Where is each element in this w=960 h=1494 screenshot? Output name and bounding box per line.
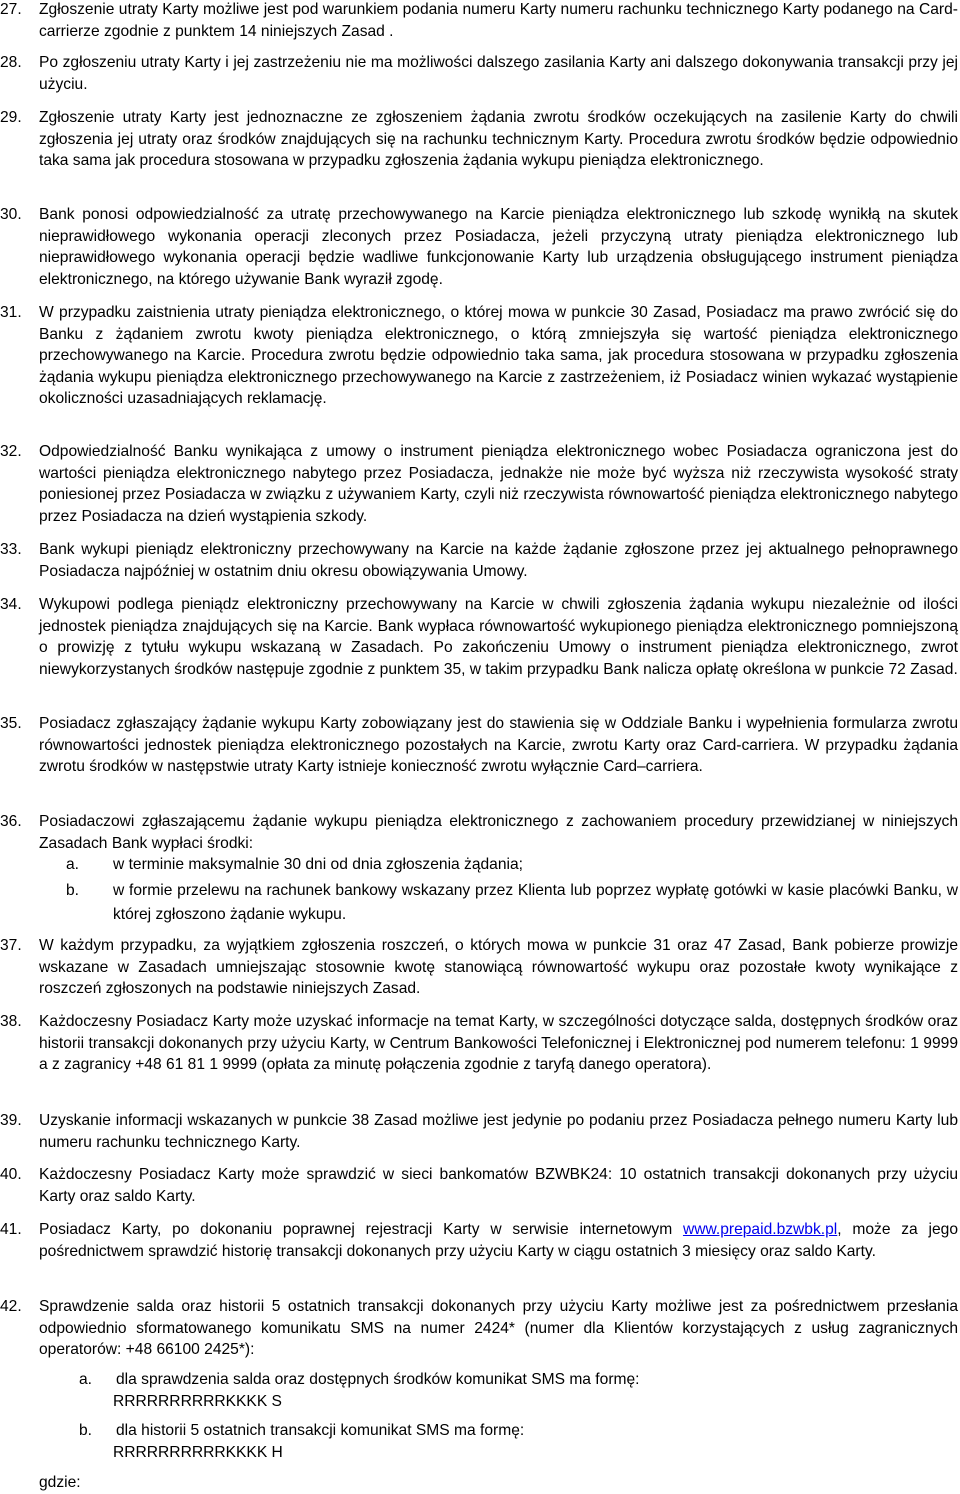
paragraph-35 <box>0 713 958 778</box>
item-letter: b. <box>79 1422 93 1439</box>
paragraph-text: Zgłoszenie utraty Karty możliwe jest pod warunkiem podania numeru Karty numeru rachunku technicznego Karty podanego na Card-carrierze zgodnie z punktem 14 niniejszych Zasad . <box>39 1 958 40</box>
paragraph-36 <box>0 811 958 854</box>
sms-format: RRRRRRRRRRKKKK H <box>113 1443 283 1461</box>
paragraph-number: 29. <box>0 109 22 126</box>
paragraph-28 <box>0 52 958 95</box>
paragraph-39 <box>0 1110 958 1153</box>
sms-format: RRRRRRRRRRKKKK S <box>113 1392 282 1410</box>
paragraph-number: 30. <box>0 206 22 223</box>
paragraph-number: 37. <box>0 937 22 954</box>
paragraph-30 <box>0 204 958 290</box>
paragraph-37 <box>0 935 958 1000</box>
paragraph-36-item-b <box>0 879 958 926</box>
paragraph-42-item-a <box>0 1369 958 1412</box>
item-text: dla historii 5 ostatnich transakcji komunikat SMS ma formę: <box>116 1422 525 1439</box>
paragraph-32 <box>0 441 958 527</box>
paragraph-text: Bank ponosi odpowiedzialność za utratę przechowywanego na Karcie pieniądza elektronicznego lub szkodę wynikłą na skutek nieprawidłowego wykonania operacji zleconych przez Posiadacza, jeżeli przyczyną utraty pieniądza elektronicznego lub nieprawidłowego wykonania operacji będzie wadliwe funkcjonowanie Karty lub urządzenia obsługującego instrument pieniądza elektronicznego, na którego używanie Bank wyraził zgodę. <box>39 206 958 288</box>
paragraph-33 <box>0 539 958 582</box>
item-text: w terminie maksymalnie 30 dni od dnia zgłoszenia żądania; <box>113 856 523 873</box>
paragraph-text: Uzyskanie informacji wskazanych w punkcie 38 Zasad możliwe jest jedynie po podaniu przez Posiadacza pełnego numeru Karty lub numeru rachunku technicznego Karty. <box>39 1112 958 1151</box>
paragraph-text <box>39 1219 958 1262</box>
paragraph-38 <box>0 1011 958 1076</box>
paragraph-41 <box>0 1219 958 1262</box>
paragraph-31 <box>0 302 958 410</box>
paragraph-text: Zgłoszenie utraty Karty jest jednoznaczne ze zgłoszeniem żądania zwrotu środków oczekujących na zasilenie Karty do chwili zgłoszenia jej utraty oraz środków znajdujących się na rachunku technicznym Karty. Procedura zwrotu środków będzie odpowiednio taka sama jak procedura stosowana w przypadku zgłoszenia żądania wykupu pieniądza elektronicznego. <box>39 109 958 169</box>
paragraph-text: Każdoczesny Posiadacz Karty może uzyskać informacje na temat Karty, w szczególności dotyczące salda, dostępnych środków oraz historii transakcji dokonanych przy użyciu Karty, w Centrum Bankowości Telefonicznej i Elektronicznej pod numerem telefonu: 1 9999 a z zagranicy +48 61 81 1 9999 (opłata za minutę połączenia zgodnie z taryfą danego operatora). <box>39 1013 958 1073</box>
paragraph-number: 36. <box>0 813 22 830</box>
paragraph-text: Posiadaczowi zgłaszającemu żądanie wykupu pieniądza elektronicznego z zachowaniem procedury przewidzianej w niniejszych Zasadach Bank wypłaci środki: <box>39 813 958 852</box>
paragraph-text-before-link: Posiadacz Karty, po dokonaniu poprawnej rejestracji Karty w serwisie internetowym <box>39 1221 683 1238</box>
paragraph-text: W każdym przypadku, za wyjątkiem zgłoszenia roszczeń, o których mowa w punkcie 31 oraz 47 Zasad, Bank pobierze prowizje wskazane w Zasadach umniejszając stosownie kwotę stanowiącą równowartość wykupu oraz pozostałe kwoty wynikające z roszczeń zgłoszonych na podstawie niniejszych Zasad. <box>39 937 958 997</box>
item-text: w formie przelewu na rachunek bankowy wskazany przez Klienta lub poprzez wypłatę gotówki w kasie placówki Banku, w której zgłoszono żądanie wykupu. <box>113 882 958 923</box>
paragraph-number: 28. <box>0 54 22 71</box>
item-letter: a. <box>79 1371 93 1388</box>
paragraph-text: Bank wykupi pieniądz elektroniczny przechowywany na Karcie na każde żądanie zgłoszone przez jej aktualnego pełnoprawnego Posiadacza najpóźniej w ostatnim dniu okresu obowiązywania Umowy. <box>39 541 958 580</box>
paragraph-40 <box>0 1164 958 1207</box>
paragraph-text: W przypadku zaistnienia utraty pieniądza elektronicznego, o której mowa w punkcie 30 Zasad, Posiadacz ma prawo zwrócić się do Banku z żądaniem zwrotu kwoty pieniądza elektronicznego, o którą zmniejszyła się wartość pieniądza elektronicznego przechowywanego na Karcie. Procedura zwrotu będzie odpowiednio taka sama, jak procedura stosowana w przypadku zgłoszenia żądania wykupu pieniądza elektronicznego przechowywanego na Karcie z zastrzeżeniem, iż Posiadacz winien wykazać wystąpienie okoliczności uzasadniających reklamację. <box>39 304 958 407</box>
paragraph-36-item-a <box>0 854 958 876</box>
paragraph-text: Każdoczesny Posiadacz Karty może sprawdzić w sieci bankomatów BZWBK24: 10 ostatnich transakcji dokonanych przy użyciu Karty oraz saldo Karty. <box>39 1166 958 1205</box>
prepaid-website-link[interactable]: www.prepaid.bzwbk.pl <box>682 1221 838 1238</box>
paragraph-number: 32. <box>0 443 22 460</box>
paragraph-42-item-b <box>0 1420 958 1463</box>
paragraph-27 <box>0 0 958 42</box>
paragraph-number: 42. <box>0 1298 22 1315</box>
paragraph-number: 35. <box>0 715 22 732</box>
item-letter: b. <box>66 882 80 899</box>
paragraph-29 <box>0 107 958 172</box>
paragraph-text: Po zgłoszeniu utraty Karty i jej zastrzeżeniu nie ma możliwości dalszego zasilania Karty ani dalszego dokonywania transakcji przy jej użyciu. <box>39 54 958 93</box>
paragraph-number: 34. <box>0 596 22 613</box>
paragraph-text: Odpowiedzialność Banku wynikająca z umowy o instrument pieniądza elektronicznego wobec Posiadacza ograniczona jest do wartości pieniądza elektronicznego nabytego przez Posiadacza, jednakże nie może być wyższa niż rzeczywista wysokość straty poniesionej przez Posiadacza w związku z używaniem Karty, czyli niż rzeczywista równowartość pieniądza elektronicznego nabytego przez Posiadacza na dzień wystąpienia szkody. <box>39 443 958 525</box>
paragraph-number: 38. <box>0 1013 22 1030</box>
paragraph-text-after-link: , może za jego pośrednictwem sprawdzić historię transakcji dokonanych przy użyciu Karty w ciągu ostatnich 3 miesięcy oraz saldo Karty. <box>39 1221 958 1260</box>
paragraph-number: 41. <box>0 1221 22 1238</box>
paragraph-34 <box>0 594 958 680</box>
gdzie-label: gdzie: <box>39 1474 81 1491</box>
paragraph-number: 33. <box>0 541 22 558</box>
item-text: dla sprawdzenia salda oraz dostępnych środków komunikat SMS ma formę: <box>116 1371 640 1388</box>
paragraph-number: 40. <box>0 1166 22 1183</box>
paragraph-42 <box>0 1296 958 1361</box>
paragraph-number: 39. <box>0 1112 22 1129</box>
paragraph-number: 31. <box>0 304 22 321</box>
paragraph-text: Posiadacz zgłaszający żądanie wykupu Karty zobowiązany jest do stawienia się w Oddziale Banku i wypełnienia formularza zwrotu równowartości jednostek pieniądza elektronicznego pozostałych na Karcie, zwrotu Karty oraz Card-carriera. W przypadku żądania zwrotu środków w następstwie utraty Karty istnieje konieczność zwrotu wyłącznie Card–carriera. <box>39 715 958 775</box>
paragraph-text: Wykupowi podlega pieniądz elektroniczny przechowywany na Karcie w chwili zgłoszenia żądania wykupu niezależnie od ilości jednostek pieniądza znajdujących się na Karcie. Bank wypłaca równowartość wykupionego pieniądza elektronicznego pomniejszoną o prowizję z tytułu wykupu wskazaną w Zasadach. Po zakończeniu Umowy o instrument pieniądza elektronicznego, zwrot niewykorzystanych środków następuje zgodnie z punktem 35, w takim przypadku Bank nalicza opłatę określona w punkcie 72 Zasad. <box>39 596 958 678</box>
paragraph-number: 27. <box>0 1 22 18</box>
paragraph-text: Sprawdzenie salda oraz historii 5 ostatnich transakcji dokonanych przy użyciu Karty możliwe jest za pośrednictwem przesłania odpowiednio sformatowanego komunikatu SMS na numer 2424* (numer dla Klientów korzystających z usług zagranicznych operatorów: +48 66100 2425*): <box>39 1298 958 1358</box>
item-letter: a. <box>66 856 80 873</box>
